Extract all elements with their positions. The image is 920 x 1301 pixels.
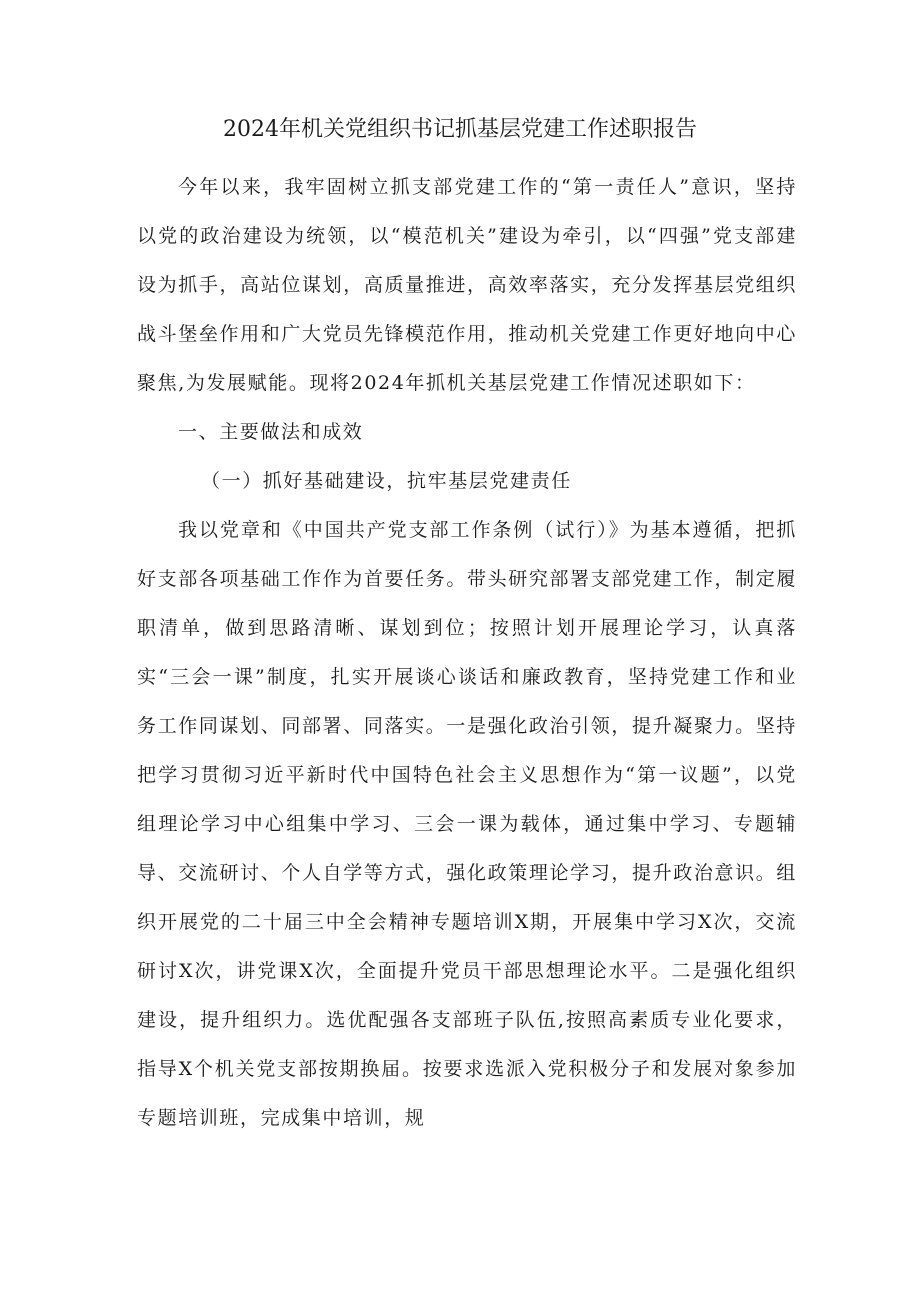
subsection-heading: （一）抓好基础建设，抗牢基层党建责任: [201, 470, 572, 492]
intro-paragraph: 今年以来，我牢固树立抓支部党建工作的“第一责任人”意识，坚持以党的政治建设为统领，以“模范机关”建设为牵引，以“四强”党支部建设为抓手，高站位谋划，高质量推进，高效率落实，充分发挥基层党组织战斗堡垒作用和广大党员先锋模范作用，推动机关党建工作更好地向中心聚焦,为发展赋能。现将2024年抓机关基层党建工作情况述职如下：: [137, 176, 797, 394]
document-body: [137, 163, 797, 1143]
document-title: 2024年机关党组织书记抓基层党建工作述职报告: [223, 117, 697, 142]
section-heading: 一、主要做法和成效: [178, 421, 364, 443]
body-paragraph: 我以党章和《中国共产党支部工作条例（试行）》为基本遵循，把抓好支部各项基础工作作为首要任务。带头研究部署支部党建工作，制定履职清单，做到思路清晰、谋划到位；按照计划开展理论学习，认真落实“三会一课”制度，扎实开展谈心谈话和廉政教育，坚持党建工作和业务工作同谋划、同部署、同落实。一是强化政治引领，提升凝聚力。坚持把学习贯彻习近平新时代中国特色社会主义思想作为“第一议题”，以党组理论学习中心组集中学习、三会一课为载体，通过集中学习、专题辅导、交流研讨、个人自学等方式，强化政策理论学习，提升政治意识。组织开展党的二十届三中全会精神专题培训X期，开展集中学习X次，交流研讨X次，讲党课X次，全面提升党员干部思想理论水平。二是强化组织建设，提升组织力。选优配强各支部班子队伍,按照高素质专业化要求，指导X个机关党支部按期换届。按要求选派入党积极分子和发展对象参加专题培训班，完成集中培训，规: [137, 519, 797, 1129]
